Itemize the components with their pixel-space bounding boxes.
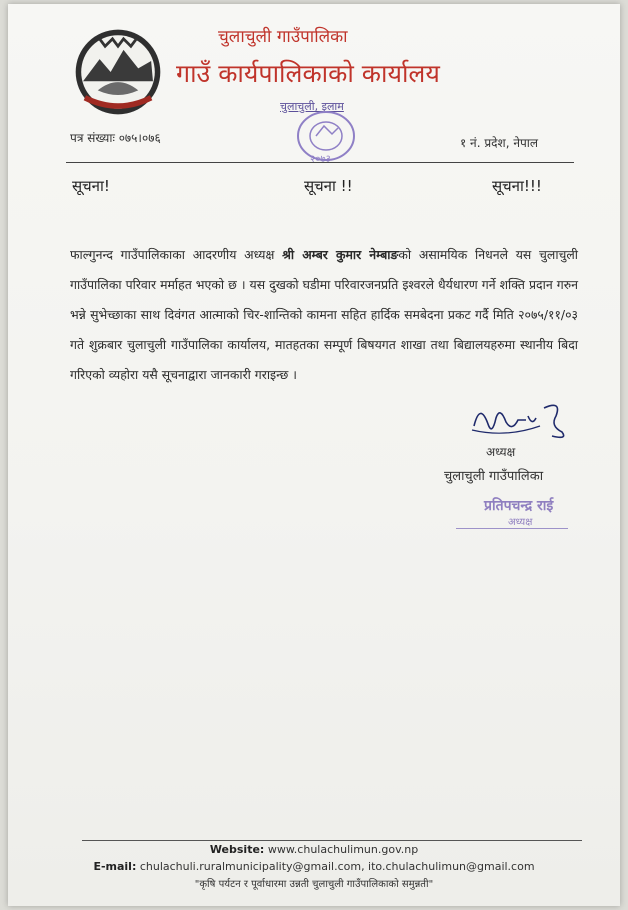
office-seal-icon xyxy=(280,104,372,164)
body-intro: फाल्गुनन्द गाउँपालिकाका आदरणीय अध्यक्ष xyxy=(70,247,283,262)
website-link[interactable]: www.chulachulimun.gov.np xyxy=(267,843,419,856)
notice-heading-1: सूचना! xyxy=(72,177,110,195)
notice-heading-3: सूचना!!! xyxy=(492,177,542,195)
nepal-emblem-icon xyxy=(72,26,164,118)
stamp-underline xyxy=(456,528,568,529)
office-title: गाउँ कार्यपालिकाको कार्यालय xyxy=(176,59,440,88)
footer-email xyxy=(0,860,628,873)
footer-divider xyxy=(82,840,582,841)
document-page xyxy=(8,4,620,906)
website-label: Website: xyxy=(209,843,265,856)
footer-slogan: "कृषि पर्यटन र पूर्वाधारमा उन्नती चुलाचुली गाउँपालिकाको समुन्नती" xyxy=(194,879,434,890)
province-label: १ नं. प्रदेश, नेपाल xyxy=(460,136,539,150)
stamp-role: अध्यक्ष xyxy=(508,517,533,528)
notice-body xyxy=(70,240,578,390)
notice-heading-2: सूचना !! xyxy=(304,177,353,195)
header-divider xyxy=(66,162,574,163)
signatory-title: अध्यक्ष xyxy=(486,445,516,459)
chairman-name: श्री अम्बर कुमार नेम्बाङ xyxy=(282,247,399,262)
svg-text:२०७३: २०७३ xyxy=(310,154,331,164)
footer-website xyxy=(0,843,628,856)
municipality-name: चुलाचुली गाउँपालिका xyxy=(218,27,348,47)
body-rest: को असामयिक निधनले यस चुलाचुली गाउँपालिका परिवार मर्माहत भएको छ । यस दुखको घडीमा परिवारजनप्रति इश्वरले धैर्यधारण गर्ने शक्ति प्रदान गरुन भन्ने सुभेच्छाका साथ दिवंगत आत्माको चिर-शान्तिको कामना सहित हार्दिक समबेदना प्रकट गर्दै मिति २०७५/११/०३ गते शुक्रबार चुलाचुली गाउँपालिका कार्यालय, मातहतका सम्पूर्ण बिषयगत शाखा तथा बिद्यालयहरुमा स्थानीय बिदा गरिएको व्यहोरा यसै सूचनाद्वारा जानकारी गराइन्छ । xyxy=(70,247,579,382)
signature-icon xyxy=(466,396,572,442)
signatory-organization: चुलाचुली गाउँपालिका xyxy=(444,469,544,484)
seal-place-label: चुलाचुली, इलाम xyxy=(280,100,344,113)
email-label: E-mail: xyxy=(93,860,137,873)
stamp-name: प्रतिपचन्द्र राई xyxy=(484,498,554,514)
email-addresses[interactable]: chulachuli.ruralmunicipality@gmail.com, ito.chulachulimun@gmail.com xyxy=(139,860,535,873)
letter-number: पत्र संख्याः ०७५।०७६ xyxy=(70,131,161,145)
